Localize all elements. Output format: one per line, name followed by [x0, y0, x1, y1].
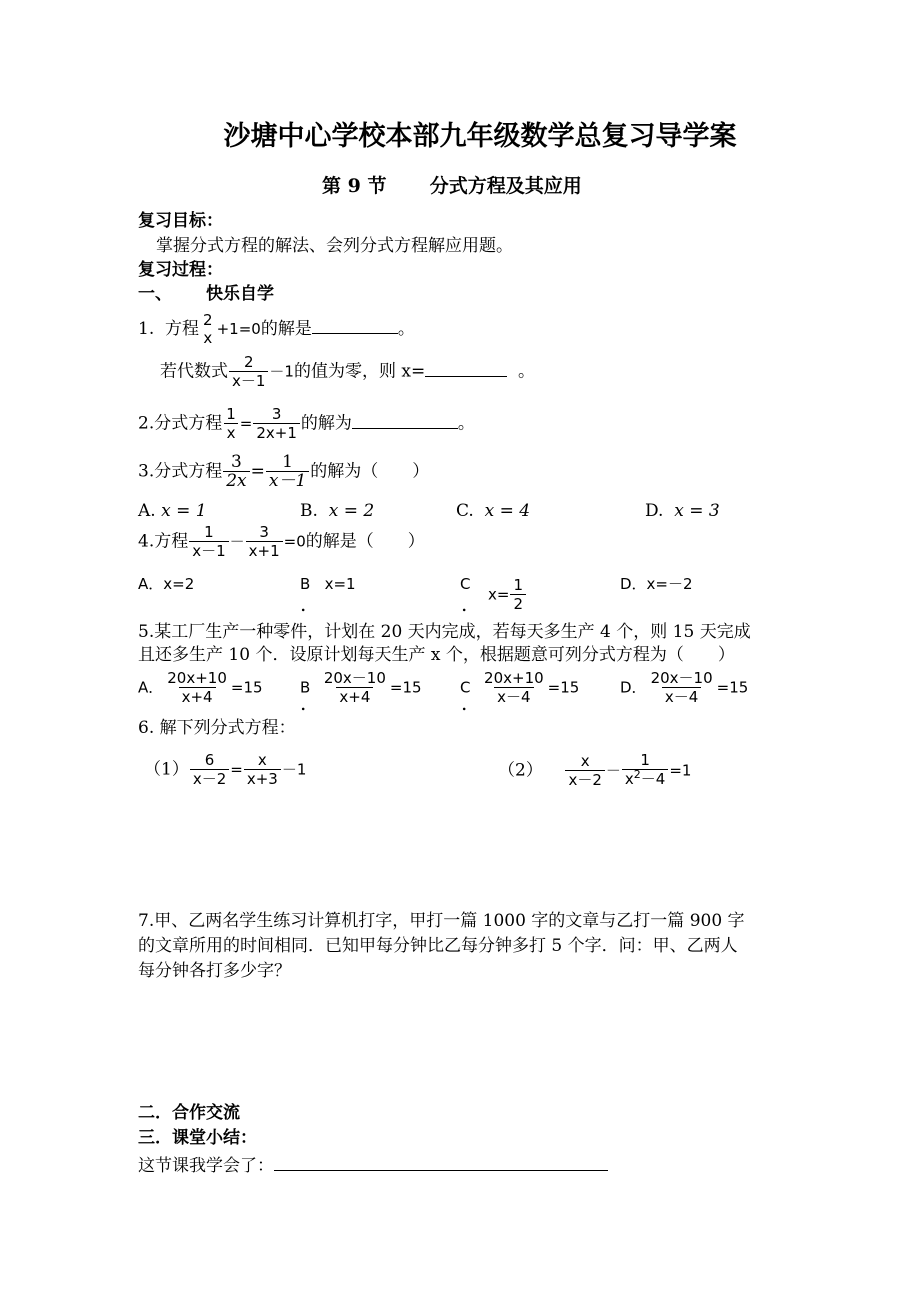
fraction: $\frac{20x+10}{x+4}$ — [167, 669, 227, 706]
answer-blank[interactable] — [425, 359, 507, 377]
process-heading: 复习过程： — [138, 260, 223, 280]
question-2: 2.分式方程 $\frac{1}{x}$ = $\frac{3}{2x+1}$ 的解为 。 — [138, 405, 475, 442]
q4-option-c-dot: . — [461, 592, 468, 616]
q5-option-c-dot: . — [461, 691, 468, 715]
section-name: 分式方程及其应用 — [429, 175, 582, 197]
q6-part-1: （1） $\frac{6}{x-2}$ = $\frac{x}{x+3}$ －1 — [144, 751, 307, 788]
fraction: $\frac{1}{x}$ — [223, 406, 239, 442]
q3-option-b[interactable]: B. x = 2 — [300, 501, 375, 521]
question-4: 4.方程 $\frac{1}{x-1}$ － $\frac{3}{x+1}$ =0的解是（ ） — [138, 523, 425, 560]
section-number: 第 9 节 — [322, 175, 387, 197]
q3-option-a[interactable]: A. x = 1 — [138, 501, 207, 521]
q4-option-b[interactable]: B x=1 — [300, 575, 356, 593]
summary-line: 这节课我学会了： — [138, 1153, 608, 1176]
fraction: 2 x — [203, 311, 213, 347]
fraction: $\frac{20x+10}{x-4}$ — [484, 669, 544, 706]
q5-option-b[interactable]: B $\frac{20x-10}{x+4}$ =15 — [300, 669, 422, 706]
summary-blank[interactable] — [274, 1153, 608, 1171]
goals-heading: 复习目标： — [138, 211, 223, 231]
q5-option-a[interactable]: A． $\frac{20x+10}{x+4}$ =15 — [138, 669, 263, 706]
q6-part-2: （2） $\frac{x}{x-2}$ － $\frac{1}{x^2-4}$ =1 — [498, 751, 692, 789]
part1-title: 快乐自学 — [206, 284, 274, 304]
question-7-line-2: 的文章所用的时间相同．已知甲每分钟比乙每分钟多打 5 个字．问：甲、乙两人 — [138, 936, 738, 956]
fraction: $\frac{1}{x-1}$ — [189, 524, 228, 560]
question-1-sub: 若代数式 $\frac{2}{x-1}$ －1的值为零，则 x= 。 — [160, 353, 536, 390]
fraction: $\frac{3}{x+1}$ — [246, 524, 283, 560]
q5-option-d[interactable]: D． $\frac{20x-10}{x-4}$ =15 — [620, 669, 749, 706]
q3-option-d[interactable]: D. x = 3 — [645, 501, 720, 521]
fraction: $\frac{1}{2}$ — [510, 577, 526, 613]
answer-blank[interactable] — [352, 411, 458, 429]
q4-option-d[interactable]: D．x=－2 — [620, 575, 693, 593]
section-heading — [322, 174, 582, 198]
question-5-line-1: 5.某工厂生产一种零件，计划在 20 天内完成，若每天多生产 4 个，则 15 天完成 — [138, 622, 751, 642]
fraction: $\frac{x}{x+3}$ — [244, 752, 281, 788]
q5-option-c[interactable]: C $\frac{20x+10}{x-4}$ =15 — [460, 669, 580, 706]
question-7-line-3: 每分钟各打多少字？ — [138, 961, 291, 981]
question-3: 3.分式方程 $\frac{3}{2x}$ = $\frac{1}{x-1}$ 的解为（ ） — [138, 452, 430, 491]
question-1: 1. 方程 2 x +1=0的解是 。 — [138, 311, 415, 347]
part3-heading: 三．课堂小结： — [138, 1128, 257, 1148]
fraction: $\frac{1}{x^2-4}$ — [622, 752, 668, 790]
q3-option-c[interactable]: C. x = 4 — [456, 501, 531, 521]
q4-option-a[interactable]: A．x=2 — [138, 575, 195, 593]
answer-blank[interactable] — [312, 316, 398, 334]
fraction: $\frac{2}{x-1}$ — [229, 354, 268, 390]
fraction: $\frac{20x-10}{x-4}$ — [650, 669, 713, 706]
q5-option-b-dot: . — [300, 691, 307, 715]
fraction: $\frac{x}{x-2}$ — [565, 753, 604, 789]
fraction: $\frac{20x-10}{x+4}$ — [323, 669, 386, 706]
question-7-line-1: 7.甲、乙两名学生练习计算机打字，甲打一篇 1000 字的文章与乙打一篇 900 字 — [138, 911, 745, 931]
part1-label: 一、 — [138, 284, 172, 304]
q4-option-b-dot: . — [300, 592, 307, 616]
part2-heading: 二．合作交流 — [138, 1103, 240, 1123]
fraction: $\frac{1}{x-1}$ — [266, 454, 309, 490]
q4-option-c-value[interactable]: x= $\frac{1}{2}$ — [488, 577, 527, 613]
page-title: 沙塘中心学校本部九年级数学总复习导学案 — [223, 121, 737, 152]
question-5-line-2: 且还多生产 10 个．设原计划每天生产 x 个，根据题意可列分式方程为（ ） — [138, 645, 735, 665]
goals-text: 掌握分式方程的解法、会列分式方程解应用题。 — [156, 236, 513, 256]
part1-heading — [138, 284, 274, 304]
fraction: $\frac{3}{2x+1}$ — [253, 406, 300, 442]
fraction: $\frac{6}{x-2}$ — [190, 752, 229, 788]
question-6: 6. 解下列分式方程： — [138, 718, 296, 738]
fraction: $\frac{3}{2x}$ — [223, 454, 249, 490]
q4-option-c[interactable]: C — [460, 575, 471, 593]
